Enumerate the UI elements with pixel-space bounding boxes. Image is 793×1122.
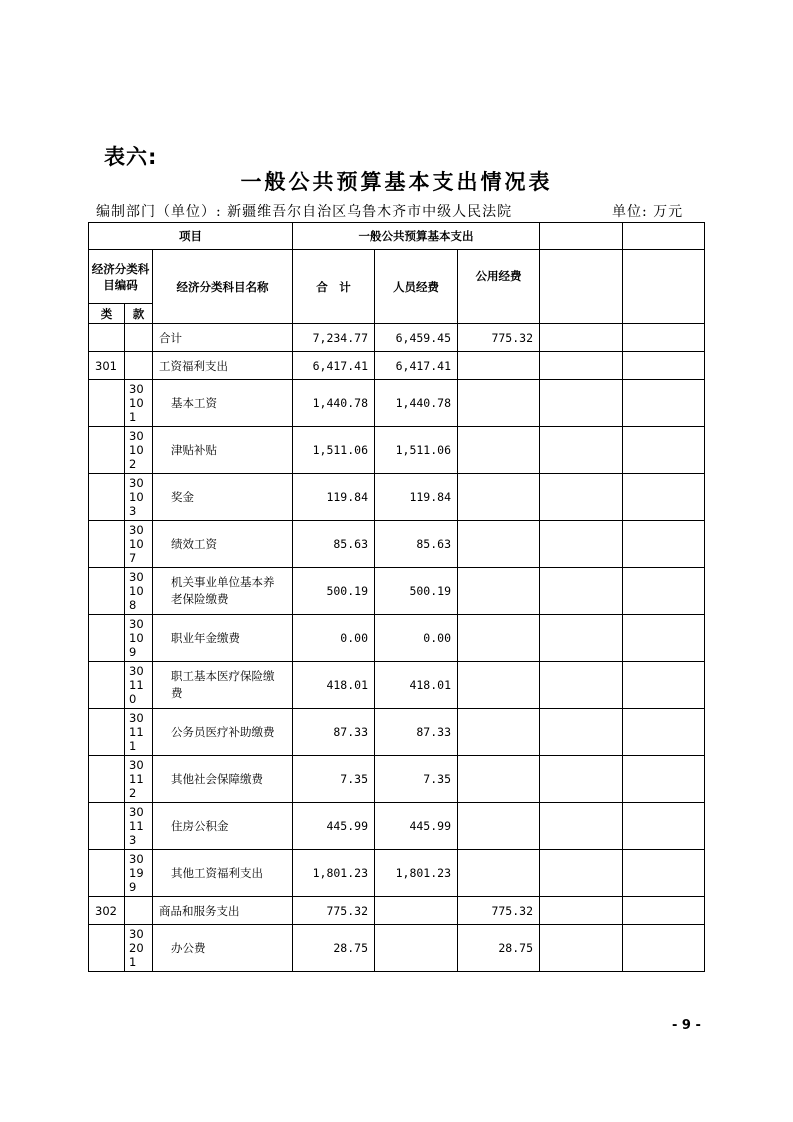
header-row-2 <box>89 250 705 304</box>
code-subclass-cell <box>125 352 153 380</box>
row-personnel: 87.33 <box>375 709 458 756</box>
code-class-cell <box>89 803 125 850</box>
header-subclass: 款 <box>125 304 153 324</box>
code-fragment: 11 <box>129 725 144 739</box>
empty-cell <box>540 925 623 972</box>
code-subclass-cell <box>125 474 153 521</box>
empty-cell <box>540 615 623 662</box>
code-fragment: 30 <box>129 927 144 941</box>
code-fragment: 30 <box>129 711 144 725</box>
row-name: 合计 <box>153 324 293 352</box>
header-public: 公用经费 <box>458 250 540 324</box>
row-total: 445.99 <box>293 803 375 850</box>
code-class-cell <box>89 850 125 897</box>
row-name: 其他工资福利支出 <box>153 850 293 897</box>
code-class-cell: 301 <box>89 352 125 380</box>
code-fragment: 10 <box>129 396 144 410</box>
code-subclass-cell <box>125 925 153 972</box>
row-public <box>458 662 540 709</box>
code-class-cell <box>89 925 125 972</box>
empty-cell <box>623 756 705 803</box>
row-name: 职业年金缴费 <box>153 615 293 662</box>
empty-cell <box>540 474 623 521</box>
code-fragment: 10 <box>129 443 144 457</box>
code-fragment: 1 <box>129 955 137 969</box>
empty-cell <box>540 427 623 474</box>
row-personnel: 1,511.06 <box>375 427 458 474</box>
currency-unit-label: 单位: 万元 <box>612 204 684 220</box>
row-public <box>458 352 540 380</box>
empty-cell <box>623 352 705 380</box>
code-subclass-cell <box>125 521 153 568</box>
code-fragment: 0 <box>129 692 137 706</box>
row-personnel <box>375 897 458 925</box>
row-public <box>458 850 540 897</box>
row-name: 商品和服务支出 <box>153 897 293 925</box>
row-personnel: 7.35 <box>375 756 458 803</box>
table-row <box>89 427 705 474</box>
table-row <box>89 521 705 568</box>
empty-cell <box>540 324 623 352</box>
row-name: 职工基本医疗保险缴费 <box>153 662 293 709</box>
code-subclass-cell <box>125 380 153 427</box>
row-public <box>458 756 540 803</box>
row-personnel <box>375 925 458 972</box>
code-class-cell <box>89 521 125 568</box>
code-fragment: 30 <box>129 805 144 819</box>
code-subclass-cell <box>125 897 153 925</box>
code-fragment: 20 <box>129 941 144 955</box>
code-fragment: 10 <box>129 631 144 645</box>
row-public <box>458 615 540 662</box>
header-total: 合 计 <box>293 250 375 324</box>
empty-cell <box>623 897 705 925</box>
empty-cell <box>623 615 705 662</box>
code-fragment: 10 <box>129 584 144 598</box>
row-total: 7.35 <box>293 756 375 803</box>
code-fragment: 30 <box>129 758 144 772</box>
empty-cell <box>623 324 705 352</box>
row-name: 公务员医疗补助缴费 <box>153 709 293 756</box>
page-title: 一般公共预算基本支出情况表 <box>240 170 553 194</box>
code-subclass-cell <box>125 850 153 897</box>
code-fragment: 7 <box>129 551 137 565</box>
row-total: 418.01 <box>293 662 375 709</box>
row-public: 28.75 <box>458 925 540 972</box>
row-personnel: 6,459.45 <box>375 324 458 352</box>
table-row <box>89 352 705 380</box>
code-class-cell <box>89 427 125 474</box>
table-row <box>89 615 705 662</box>
row-public <box>458 709 540 756</box>
code-class-cell <box>89 662 125 709</box>
empty-cell <box>540 662 623 709</box>
empty-cell <box>623 474 705 521</box>
code-class-cell <box>89 380 125 427</box>
code-fragment: 1 <box>129 410 137 424</box>
row-personnel: 85.63 <box>375 521 458 568</box>
row-total: 0.00 <box>293 615 375 662</box>
row-total: 1,511.06 <box>293 427 375 474</box>
code-subclass-cell <box>125 568 153 615</box>
code-fragment: 2 <box>129 457 137 471</box>
code-subclass-cell <box>125 324 153 352</box>
code-fragment: 30 <box>129 523 144 537</box>
code-subclass-cell <box>125 662 153 709</box>
code-fragment: 2 <box>129 786 137 800</box>
table-row <box>89 925 705 972</box>
code-fragment: 9 <box>129 880 137 894</box>
code-class-cell <box>89 324 125 352</box>
code-fragment: 30 <box>129 852 144 866</box>
code-fragment: 30 <box>129 570 144 584</box>
row-personnel: 6,417.41 <box>375 352 458 380</box>
code-class-cell <box>89 474 125 521</box>
row-personnel: 1,801.23 <box>375 850 458 897</box>
code-class-cell <box>89 709 125 756</box>
row-total: 6,417.41 <box>293 352 375 380</box>
table-row <box>89 568 705 615</box>
empty-cell <box>623 925 705 972</box>
table-row <box>89 380 705 427</box>
code-class-cell: 302 <box>89 897 125 925</box>
header-empty-cell <box>540 250 623 324</box>
table-row <box>89 474 705 521</box>
empty-cell <box>623 662 705 709</box>
header-empty-cell <box>623 223 705 250</box>
code-fragment: 30 <box>129 429 144 443</box>
header-code: 经济分类科目编码 <box>89 250 153 304</box>
table-row <box>89 897 705 925</box>
row-total: 119.84 <box>293 474 375 521</box>
empty-cell <box>623 521 705 568</box>
code-class-cell <box>89 568 125 615</box>
total-row <box>89 324 705 352</box>
row-total: 28.75 <box>293 925 375 972</box>
empty-cell <box>540 709 623 756</box>
empty-cell <box>540 352 623 380</box>
row-public <box>458 521 540 568</box>
code-fragment: 3 <box>129 833 137 847</box>
header-class: 类 <box>89 304 125 324</box>
code-fragment: 11 <box>129 678 144 692</box>
page-number: - 9 - <box>672 1018 701 1033</box>
empty-cell <box>623 709 705 756</box>
header-item: 项目 <box>89 223 293 250</box>
empty-cell <box>623 568 705 615</box>
row-public <box>458 427 540 474</box>
row-personnel: 0.00 <box>375 615 458 662</box>
code-fragment: 1 <box>129 739 137 753</box>
empty-cell <box>623 380 705 427</box>
empty-cell <box>623 850 705 897</box>
row-personnel: 119.84 <box>375 474 458 521</box>
code-fragment: 11 <box>129 772 144 786</box>
code-fragment: 19 <box>129 866 144 880</box>
row-name: 其他社会保障缴费 <box>153 756 293 803</box>
row-public <box>458 380 540 427</box>
row-total: 500.19 <box>293 568 375 615</box>
row-total: 775.32 <box>293 897 375 925</box>
table-row <box>89 850 705 897</box>
table-row <box>89 756 705 803</box>
row-name: 奖金 <box>153 474 293 521</box>
code-fragment: 30 <box>129 664 144 678</box>
row-total: 7,234.77 <box>293 324 375 352</box>
empty-cell <box>623 803 705 850</box>
row-public: 775.32 <box>458 324 540 352</box>
row-name: 住房公积金 <box>153 803 293 850</box>
row-name: 工资福利支出 <box>153 352 293 380</box>
empty-cell <box>540 521 623 568</box>
code-class-cell <box>89 615 125 662</box>
empty-cell <box>540 803 623 850</box>
row-total: 85.63 <box>293 521 375 568</box>
code-subclass-cell <box>125 427 153 474</box>
budget-expenditure-table <box>88 222 705 972</box>
empty-cell <box>540 756 623 803</box>
code-subclass-cell <box>125 615 153 662</box>
row-personnel: 1,440.78 <box>375 380 458 427</box>
code-class-cell <box>89 756 125 803</box>
code-fragment: 10 <box>129 490 144 504</box>
empty-cell <box>540 850 623 897</box>
row-personnel: 418.01 <box>375 662 458 709</box>
code-subclass-cell <box>125 803 153 850</box>
header-empty-cell <box>540 223 623 250</box>
header-name: 经济分类科目名称 <box>153 250 293 324</box>
code-fragment: 30 <box>129 382 144 396</box>
code-fragment: 30 <box>129 617 144 631</box>
compiling-unit-label: 编制部门（单位）: 新疆维吾尔自治区乌鲁木齐市中级人民法院 <box>96 204 513 220</box>
code-fragment: 10 <box>129 537 144 551</box>
row-personnel: 445.99 <box>375 803 458 850</box>
row-personnel: 500.19 <box>375 568 458 615</box>
code-fragment: 9 <box>129 645 137 659</box>
header-empty-cell <box>623 250 705 324</box>
code-subclass-cell <box>125 709 153 756</box>
code-fragment: 8 <box>129 598 137 612</box>
table-row <box>89 662 705 709</box>
table-row <box>89 803 705 850</box>
code-fragment: 30 <box>129 476 144 490</box>
row-public <box>458 803 540 850</box>
row-name: 津贴补贴 <box>153 427 293 474</box>
header-row-1 <box>89 223 705 250</box>
row-name: 办公费 <box>153 925 293 972</box>
row-total: 1,801.23 <box>293 850 375 897</box>
header-personnel: 人员经费 <box>375 250 458 324</box>
empty-cell <box>540 380 623 427</box>
section-label: 表六: <box>104 145 158 169</box>
row-total: 1,440.78 <box>293 380 375 427</box>
empty-cell <box>540 897 623 925</box>
code-fragment: 11 <box>129 819 144 833</box>
empty-cell <box>623 427 705 474</box>
code-subclass-cell <box>125 756 153 803</box>
row-name: 机关事业单位基本养老保险缴费 <box>153 568 293 615</box>
row-name: 绩效工资 <box>153 521 293 568</box>
table-row <box>89 709 705 756</box>
row-public <box>458 474 540 521</box>
header-general-budget: 一般公共预算基本支出 <box>293 223 540 250</box>
row-public <box>458 568 540 615</box>
row-public: 775.32 <box>458 897 540 925</box>
row-total: 87.33 <box>293 709 375 756</box>
row-name: 基本工资 <box>153 380 293 427</box>
empty-cell <box>540 568 623 615</box>
code-fragment: 3 <box>129 504 137 518</box>
